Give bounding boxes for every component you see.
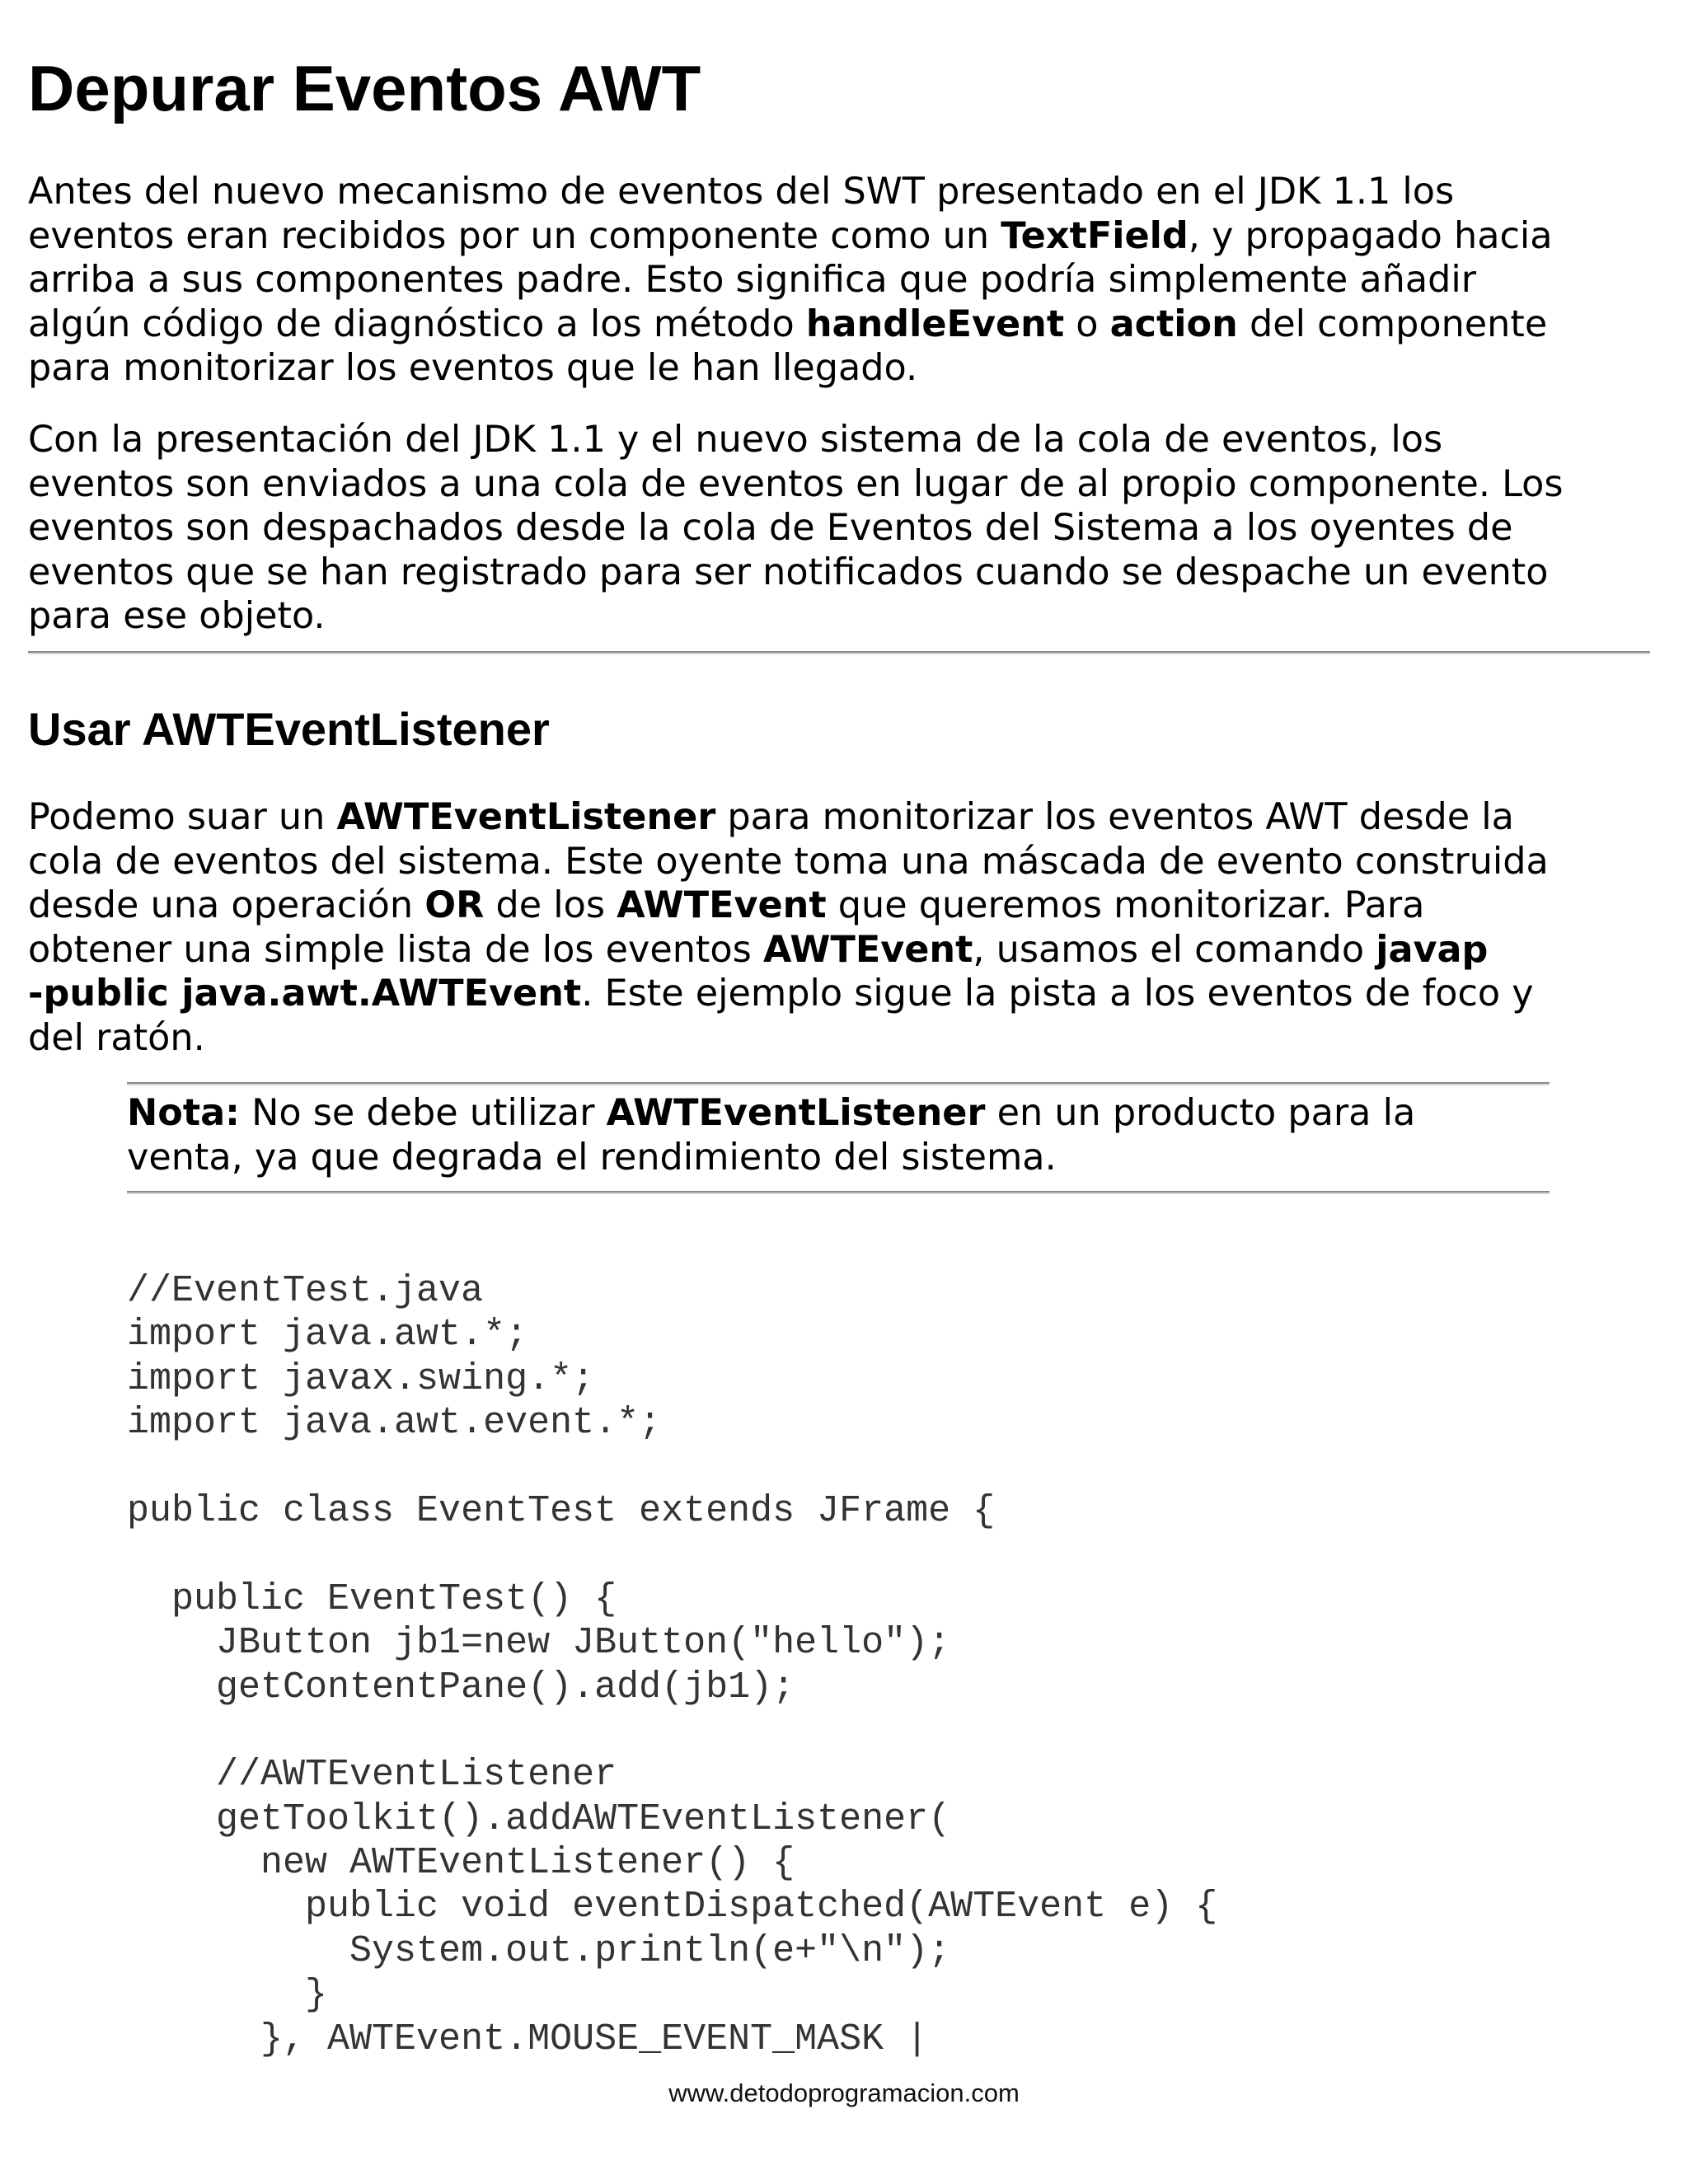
bold-term: AWTEvent	[762, 928, 973, 971]
code-line: public void eventDispatched(AWTEvent e) {	[127, 1886, 1218, 1929]
text-line: para ese objeto.	[28, 595, 326, 637]
bold-term: AWTEventListener	[606, 1092, 986, 1134]
code-line: import java.awt.event.*;	[127, 1402, 662, 1445]
bold-term: TextField	[1001, 214, 1189, 257]
text-line: obtener una simple lista de los eventos AWTEvent, usamos el comando javap	[28, 928, 1489, 971]
text-line: eventos que se han registrado para ser notificados cuando se despache un evento	[28, 551, 1549, 593]
text-line: desde una operación OR de los AWTEvent que queremos monitorizar. Para	[28, 884, 1425, 926]
code-line: //AWTEventListener	[127, 1754, 617, 1797]
code-line	[127, 1709, 1217, 1753]
code-line: }, AWTEvent.MOUSE_EVENT_MASK |	[127, 2018, 929, 2060]
code-block	[127, 1269, 1217, 2061]
code-line: public class EventTest extends JFrame {	[127, 1489, 996, 1532]
text-line: para monitorizar los eventos que le han llegado.	[28, 347, 918, 389]
text-line: eventos eran recibidos por un componente como un TextField, y propagado hacia	[28, 214, 1553, 257]
code-line	[127, 1533, 1217, 1577]
note-label: Nota:	[127, 1092, 240, 1134]
text-line: Con la presentación del JDK 1.1 y el nuevo sistema de la cola de eventos, los	[28, 419, 1443, 461]
code-line: JButton jb1=new JButton("hello");	[127, 1622, 951, 1665]
code-line: //EventTest.java	[127, 1270, 484, 1312]
bold-term: -public java.awt.AWTEvent	[28, 972, 582, 1015]
code-line	[127, 1446, 1217, 1489]
code-line: import java.awt.*;	[127, 1314, 528, 1357]
text-line: arriba a sus componentes padre. Esto significa que podría simplemente añadir	[28, 259, 1477, 301]
text-line: venta, ya que degrada el rendimiento del sistema.	[127, 1136, 1057, 1179]
page-title: Depurar Eventos AWT	[28, 52, 701, 124]
text-line: eventos son enviados a una cola de eventos en lugar de al propio componente. Los	[28, 462, 1564, 505]
section-paragraph	[28, 795, 1668, 1060]
text-line: -public java.awt.AWTEvent. Este ejemplo sigue la pista a los eventos de foco y	[28, 972, 1534, 1015]
code-line: import javax.swing.*;	[127, 1357, 595, 1400]
intro-paragraph-2	[28, 418, 1668, 639]
note-top-rule	[127, 1082, 1550, 1085]
code-line: getToolkit().addAWTEventListener(	[127, 1797, 951, 1840]
note-bottom-rule	[127, 1191, 1550, 1194]
code-line: new AWTEventListener() {	[127, 1842, 795, 1885]
text-line: Antes del nuevo mecanismo de eventos del SWT presentado en el JDK 1.1 los	[28, 171, 1455, 213]
text-line: Nota: No se debe utilizar AWTEventListener en un producto para la	[127, 1092, 1416, 1134]
code-line: getContentPane().add(jb1);	[127, 1666, 795, 1708]
text-line: eventos son despachados desde la cola de Eventos del Sistema a los oyentes de	[28, 507, 1513, 549]
note-box	[127, 1091, 1561, 1179]
bold-term: action	[1109, 302, 1238, 345]
bold-term: AWTEventListener	[336, 796, 716, 838]
code-line: }	[127, 1974, 328, 2017]
bold-term: handleEvent	[805, 302, 1065, 345]
text-line: algún código de diagnóstico a los método handleEvent o action del componente	[28, 302, 1548, 345]
bold-term: AWTEvent	[617, 884, 827, 926]
section-heading: Usar AWTEventListener	[28, 703, 550, 755]
section-divider	[28, 651, 1650, 654]
code-line: public EventTest() {	[127, 1577, 617, 1620]
footer-url: www.detodoprogramacion.com	[668, 2079, 1020, 2107]
bold-term: javap	[1376, 928, 1489, 971]
code-line: System.out.println(e+"\n");	[127, 1929, 951, 1972]
text-line: Podemo suar un AWTEventListener para monitorizar los eventos AWT desde la	[28, 796, 1514, 838]
intro-paragraph-1	[28, 170, 1668, 391]
text-line: cola de eventos del sistema. Este oyente toma una máscada de evento construida	[28, 840, 1549, 883]
bold-term: OR	[424, 884, 485, 926]
text-line: del ratón.	[28, 1016, 205, 1059]
